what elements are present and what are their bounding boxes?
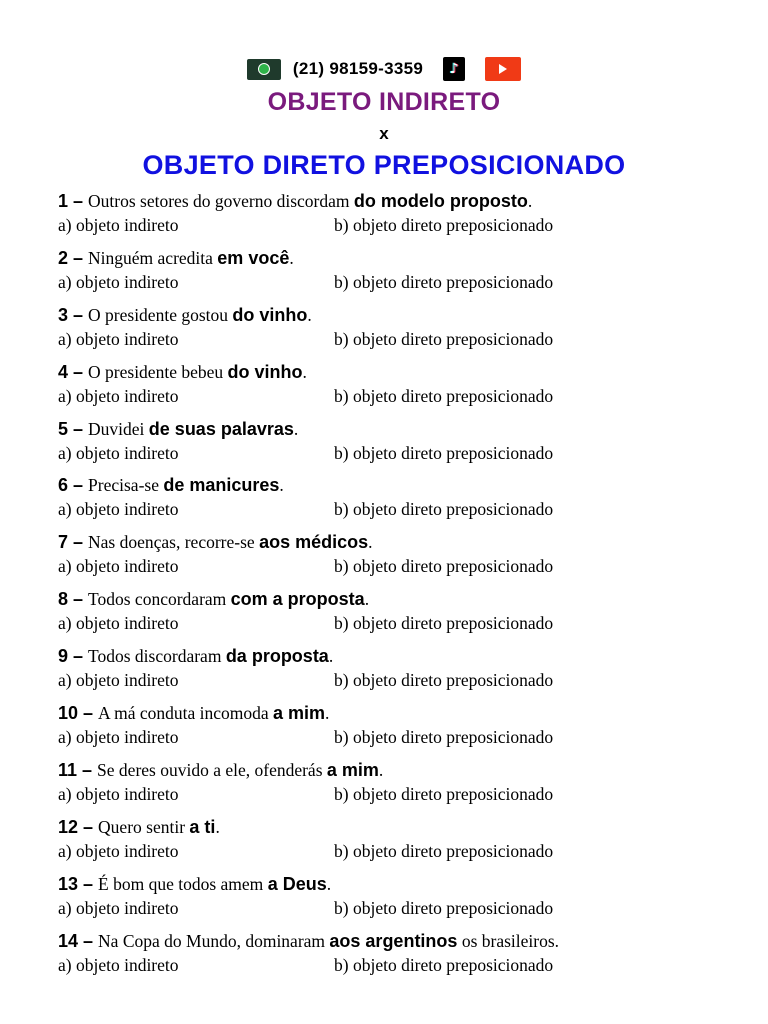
question-text <box>58 643 748 669</box>
question-target-phrase: de manicures <box>163 475 280 496</box>
question-text <box>58 416 748 442</box>
question-target-phrase: a mim <box>273 703 326 724</box>
title-objeto-indireto: OBJETO INDIRETO <box>267 88 501 116</box>
question-target-phrase: a ti <box>189 816 216 837</box>
question-target-phrase: em você <box>217 247 290 268</box>
question-text <box>58 472 748 498</box>
option-a[interactable]: a) objeto indireto <box>58 897 179 918</box>
option-b[interactable]: b) objeto direto preposicionado <box>334 727 554 748</box>
question-text <box>58 928 748 954</box>
answer-options <box>58 385 748 407</box>
question-sentence: Todos concordaram <box>88 589 231 610</box>
option-a[interactable]: a) objeto indireto <box>58 328 179 349</box>
question-sentence: Duvidei <box>88 418 149 439</box>
option-a[interactable]: a) objeto indireto <box>58 783 179 804</box>
answer-options <box>58 328 748 350</box>
question-item <box>58 814 748 871</box>
phone-number: (21) 98159-3359 <box>292 59 424 78</box>
question-dash: – <box>68 646 89 667</box>
question-target-phrase: do vinho <box>227 361 303 382</box>
question-sentence: Se deres ouvido a ele, ofenderás <box>97 759 327 780</box>
question-ending: . <box>368 532 373 553</box>
question-ending: . <box>527 191 533 211</box>
option-b[interactable]: b) objeto direto preposicionado <box>334 328 554 349</box>
youtube-icon <box>485 57 521 81</box>
question-text <box>58 700 748 726</box>
answer-options <box>58 897 748 919</box>
question-target-phrase: do vinho <box>232 304 308 325</box>
option-a[interactable]: a) objeto indireto <box>58 499 179 520</box>
option-b[interactable]: b) objeto direto preposicionado <box>334 271 554 292</box>
question-dash: – <box>68 589 89 610</box>
question-dash: – <box>68 532 89 553</box>
question-item <box>58 871 748 928</box>
option-b[interactable]: b) objeto direto preposicionado <box>334 556 554 577</box>
question-text <box>58 871 748 897</box>
question-sentence: Nas doenças, recorre-se <box>88 532 260 553</box>
option-b[interactable]: b) objeto direto preposicionado <box>334 385 554 406</box>
question-item <box>58 416 748 473</box>
question-number: 4 <box>58 361 69 382</box>
question-number: 2 <box>58 247 69 268</box>
question-number: 14 <box>58 930 79 951</box>
question-target-phrase: a mim <box>326 759 379 780</box>
question-sentence: Outros setores do governo discordam <box>88 191 354 211</box>
question-sentence: É bom que todos amem <box>98 873 268 894</box>
question-ending: . <box>279 475 284 496</box>
question-dash: – <box>68 361 89 382</box>
question-number: 13 <box>58 873 79 894</box>
option-a[interactable]: a) objeto indireto <box>58 271 179 292</box>
question-ending: . <box>293 418 299 439</box>
question-target-phrase: aos médicos <box>259 532 369 553</box>
option-b[interactable]: b) objeto direto preposicionado <box>334 954 554 975</box>
question-dash: – <box>68 304 89 325</box>
option-b[interactable]: b) objeto direto preposicionado <box>334 783 554 804</box>
question-dash: – <box>78 703 99 724</box>
question-number: 12 <box>58 816 79 837</box>
question-dash: – <box>68 247 89 268</box>
answer-options <box>58 612 748 634</box>
option-a[interactable]: a) objeto indireto <box>58 613 179 634</box>
whatsapp-icon <box>247 59 281 80</box>
question-ending: . <box>215 816 220 837</box>
question-number: 6 <box>58 475 69 496</box>
option-b[interactable]: b) objeto direto preposicionado <box>334 442 554 463</box>
option-b[interactable]: b) objeto direto preposicionado <box>334 613 554 634</box>
question-dash: – <box>78 816 99 837</box>
answer-options <box>58 840 748 862</box>
question-text <box>58 529 748 555</box>
question-number: 3 <box>58 304 69 325</box>
option-b[interactable]: b) objeto direto preposicionado <box>334 670 554 691</box>
question-target-phrase: da proposta <box>225 646 329 667</box>
question-item <box>58 359 748 416</box>
question-ending: . <box>364 589 370 610</box>
tiktok-icon: ♪ <box>443 57 465 81</box>
question-item <box>58 928 748 985</box>
option-a[interactable]: a) objeto indireto <box>58 954 179 975</box>
answer-options <box>58 669 748 691</box>
contact-header <box>0 55 768 83</box>
question-number: 11 <box>58 759 78 780</box>
question-dash: – <box>77 759 98 780</box>
option-a[interactable]: a) objeto indireto <box>58 670 179 691</box>
answer-options <box>58 214 748 236</box>
question-ending: . <box>326 873 332 894</box>
answer-options <box>58 271 748 293</box>
question-sentence: Precisa-se <box>88 475 164 496</box>
question-item <box>58 188 748 245</box>
question-target-phrase: com a proposta <box>230 589 365 610</box>
option-b[interactable]: b) objeto direto preposicionado <box>334 897 554 918</box>
option-a[interactable]: a) objeto indireto <box>58 727 179 748</box>
question-text <box>58 245 748 271</box>
answer-options <box>58 783 748 805</box>
option-a[interactable]: a) objeto indireto <box>58 215 179 235</box>
question-text <box>58 814 748 840</box>
question-number: 9 <box>58 646 69 667</box>
option-b[interactable]: b) objeto direto preposicionado <box>334 840 554 861</box>
question-text <box>58 757 748 783</box>
question-dash: – <box>78 873 99 894</box>
question-number: 10 <box>58 703 79 724</box>
title-versus: x <box>379 124 389 143</box>
question-ending: . <box>307 304 312 325</box>
question-sentence: O presidente gostou <box>88 304 233 325</box>
question-text <box>58 586 748 612</box>
question-target-phrase: de suas palavras <box>148 418 294 439</box>
question-sentence: Ninguém acredita <box>88 247 218 268</box>
question-item <box>58 586 748 643</box>
question-text <box>58 359 748 385</box>
answer-options <box>58 442 748 464</box>
question-ending: . <box>325 703 330 724</box>
question-item <box>58 302 748 359</box>
question-number: 5 <box>58 418 69 439</box>
question-sentence: Todos discordaram <box>88 646 226 667</box>
option-b[interactable]: b) objeto direto preposicionado <box>334 499 554 520</box>
question-target-phrase: aos argentinos <box>329 930 458 951</box>
question-text <box>58 302 748 328</box>
answer-options <box>58 555 748 577</box>
title-objeto-direto-preposicionado: OBJETO DIRETO PREPOSICIONADO <box>142 150 626 180</box>
question-dash: – <box>68 191 89 211</box>
question-number: 8 <box>58 589 69 610</box>
question-text <box>58 188 748 214</box>
question-target-phrase: do modelo proposto <box>353 191 528 211</box>
question-target-phrase: a Deus <box>267 873 327 894</box>
question-dash: – <box>68 418 89 439</box>
question-dash: – <box>78 930 99 951</box>
question-number: 7 <box>58 532 69 553</box>
question-ending: . <box>289 247 294 268</box>
question-item <box>58 700 748 757</box>
option-a[interactable]: a) objeto indireto <box>58 556 179 577</box>
question-dash: – <box>68 475 89 496</box>
question-item <box>58 472 748 529</box>
option-a[interactable]: a) objeto indireto <box>58 385 179 406</box>
answer-options <box>58 954 748 976</box>
question-sentence: O presidente bebeu <box>88 361 228 382</box>
answer-options <box>58 498 748 520</box>
question-sentence: Quero sentir <box>98 816 190 837</box>
question-sentence: Na Copa do Mundo, dominaram <box>98 930 330 951</box>
question-item <box>58 245 748 302</box>
question-list <box>58 188 748 984</box>
question-ending: . <box>378 759 384 780</box>
question-ending: . <box>328 646 334 667</box>
option-a[interactable]: a) objeto indireto <box>58 442 179 463</box>
question-sentence: A má conduta incomoda <box>98 703 274 724</box>
question-item <box>58 529 748 586</box>
question-ending: . <box>302 361 307 382</box>
question-ending: os brasileiros. <box>457 930 560 951</box>
question-number: 1 <box>58 191 69 211</box>
answer-options <box>58 726 748 748</box>
question-item <box>58 643 748 700</box>
question-item <box>58 757 748 814</box>
option-a[interactable]: a) objeto indireto <box>58 840 179 861</box>
option-b[interactable]: b) objeto direto preposicionado <box>334 215 554 235</box>
